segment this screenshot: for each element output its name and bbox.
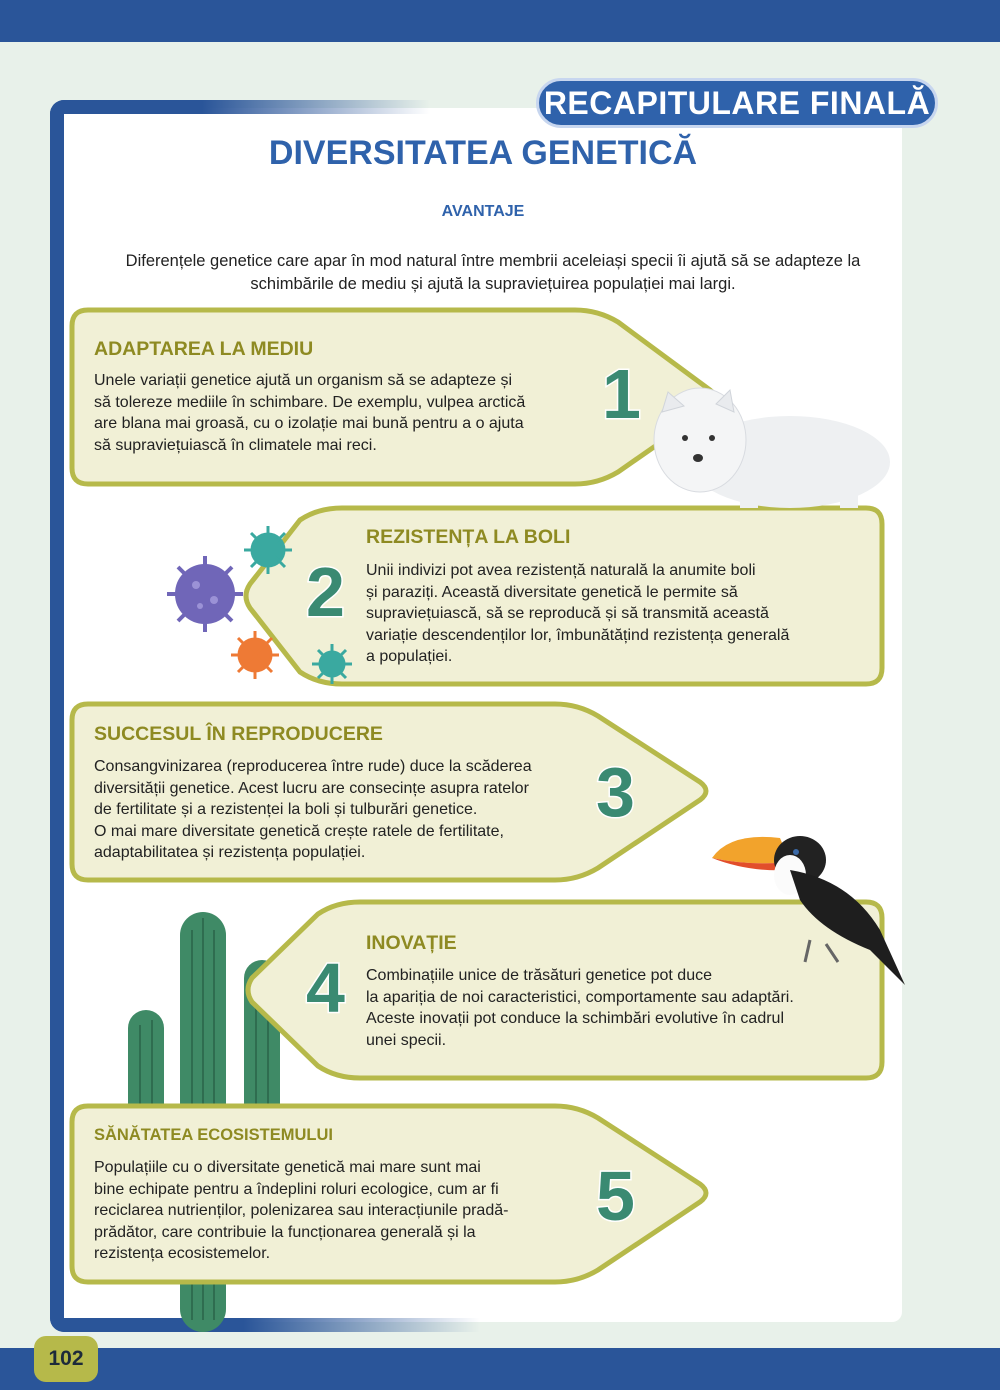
- card-2-title: REZISTENȚA LA BOLI: [366, 526, 571, 548]
- text-line: Populațiile cu o diversitate genetică mai mare sunt mai: [94, 1159, 481, 1176]
- text-line: de fertilitate și a rezistenței la boli și tulburări genetice.: [94, 801, 478, 818]
- card-5-title: SĂNĂTATEA ECOSISTEMULUI: [94, 1126, 333, 1144]
- card-5-text: [94, 1157, 508, 1265]
- card-3-text: [94, 756, 532, 864]
- text-line: supraviețuiască, să se reproducă și să transmită această: [366, 605, 769, 622]
- text-line: diversității genetice. Acest lucru are consecințe asupra ratelor: [94, 779, 529, 797]
- text-line: rezistența ecosistemelor.: [94, 1245, 271, 1262]
- text-line: Combinațiile unice de trăsături genetice pot duce: [366, 967, 712, 984]
- card-4-title: INOVAȚIE: [366, 932, 457, 954]
- text-line: a populației.: [366, 648, 453, 665]
- text-line: să tolereze mediile în schimbare. De exemplu, vulpea arctică: [94, 393, 526, 411]
- bottom-bar: [0, 1348, 1000, 1390]
- text-line: O mai mare diversitate genetică crește ratele de fertilitate,: [94, 822, 504, 840]
- text-line: la apariția de noi caracteristici, comportamente sau adaptări.: [366, 988, 794, 1006]
- text-line: Unele variații genetice ajută un organism să se adapteze și: [94, 372, 513, 389]
- text-line: Aceste inovații pot conduce la schimbări evolutive în cadrul: [366, 1010, 784, 1027]
- card-1-text: [94, 370, 525, 456]
- card-5-number: 5: [596, 1157, 635, 1235]
- intro-paragraph: Diferențele genetice care apar în mod natural între membrii aceleiași specii îi ajută să se adapteze la schimbările de mediu și ajută la supraviețuirea populației mai largi.: [125, 252, 861, 293]
- page-title: DIVERSITATEA GENETICĂ: [268, 134, 698, 172]
- text-line: prădător, care contribuie la funcționarea generală și la: [94, 1223, 476, 1241]
- page-subtitle: AVANTAJE: [441, 203, 525, 220]
- card-1-number: 1: [602, 355, 641, 433]
- arctic-fox-illustration: [654, 388, 890, 508]
- card-3-title: SUCCESUL ÎN REPRODUCERE: [94, 723, 383, 745]
- card-2-text: [366, 560, 789, 668]
- text-line: să supraviețuiască în climatele mai reci.: [94, 436, 377, 454]
- text-line: bine echipate pentru a îndeplini roluri ecologice, cum ar fi: [94, 1180, 499, 1198]
- section-banner: RECAPITULARE FINALĂ: [536, 78, 938, 128]
- text-line: și paraziți. Această diversitate genetică le permite să: [366, 583, 738, 601]
- text-line: Unii indivizi pot avea rezistență naturală la anumite boli: [366, 562, 756, 579]
- page-number: 102: [34, 1336, 98, 1382]
- card-3-number: 3: [596, 753, 635, 831]
- text-line: variație descendenților lor, îmbunătățind rezistența generală: [366, 626, 790, 644]
- card-4-text: [366, 965, 794, 1051]
- card-2-number: 2: [306, 553, 345, 631]
- text-line: adaptabilitatea și rezistența populației.: [94, 844, 366, 861]
- card-1-title: ADAPTAREA LA MEDIU: [94, 338, 314, 360]
- text-line: unei specii.: [366, 1031, 447, 1049]
- text-line: are blana mai groasă, cu o izolație mai bună pentru a o ajuta: [94, 415, 524, 432]
- text-line: Consangvinizarea (reproducerea între rude) duce la scăderea: [94, 758, 532, 775]
- text-line: reciclarea nutrienților, polenizarea sau interacțiunile pradă-: [94, 1202, 509, 1219]
- card-4-number: 4: [306, 949, 345, 1027]
